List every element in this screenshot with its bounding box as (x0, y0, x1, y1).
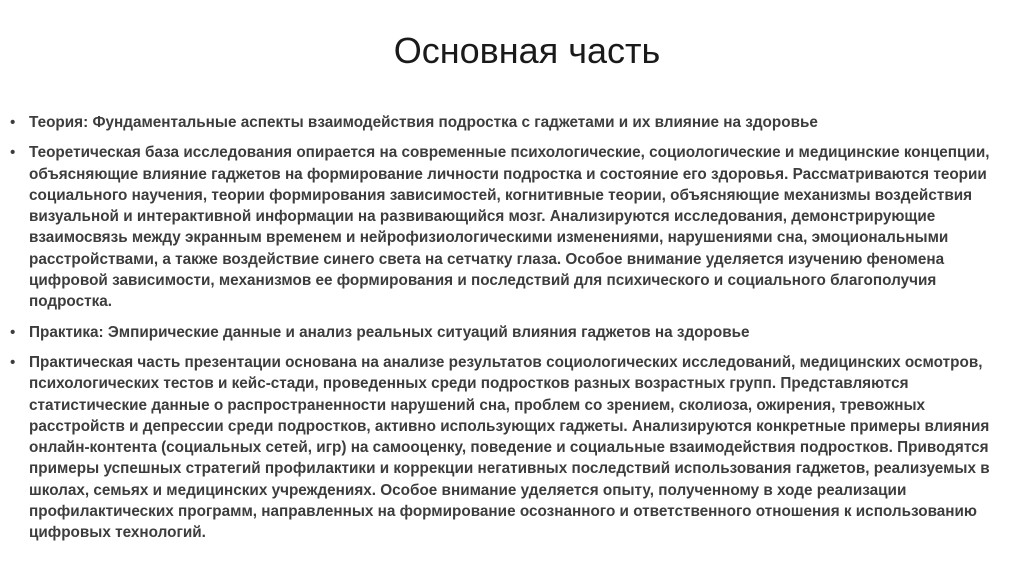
slide-title: Основная часть (393, 30, 661, 71)
bullet-theory-heading: • Теория: Фундаментальные аспекты взаимодействия подростка с гаджетами и их влияние на здоровье (10, 112, 1010, 133)
bullet-practice-body: • Практическая часть презентации основана на анализе результатов социологических исследований, медицинских осмотров, психологических тестов и кейс-стади, проведенных среди подростков разных возрастных групп. Представляются статистические данные о распространенности нарушений сна, проблем со зрением, сколиоза, ожирения, тревожных расстройств и депрессии среди подростков, активно использующих гаджеты. Анализируются конкретные примеры влияния онлайн-контента (социальных сетей, игр) на самооценку, поведение и социальные взаимодействия подростков. Приводятся примеры успешных стратегий профилактики и коррекции негативных последствий использования гаджетов, реализуемых в школах, семьях и медицинских учреждениях. Особое внимание уделяется опыту, полученному в ходе реализации профилактических программ, направленных на формирование осознанного и ответственного отношения к использованию цифровых технологий. (10, 352, 1010, 544)
bullet-theory-body: • Теоретическая база исследования опирается на современные психологические, социологические и медицинские концепции, объясняющие влияние гаджетов на формирование личности подростка и состояние его здоровья. Рассматриваются теории социального научения, теории формирования зависимостей, когнитивные теории, объясняющие механизмы воздействия визуальной и интерактивной информации на развивающийся мозг. Анализируются исследования, демонстрирующие взаимосвязь между экранным временем и нейрофизиологическими изменениями, нарушениями сна, эмоциональными расстройствами, а также воздействие синего света на сетчатку глаза. Особое внимание уделяется изучению феномена цифровой зависимости, механизмов ее формирования и последствий для психического и социального благополучия подростка. (10, 142, 1010, 312)
bullet-list (10, 112, 1010, 553)
bullet-practice-heading: • Практика: Эмпирические данные и анализ реальных ситуаций влияния гаджетов на здоровье (10, 322, 1010, 343)
